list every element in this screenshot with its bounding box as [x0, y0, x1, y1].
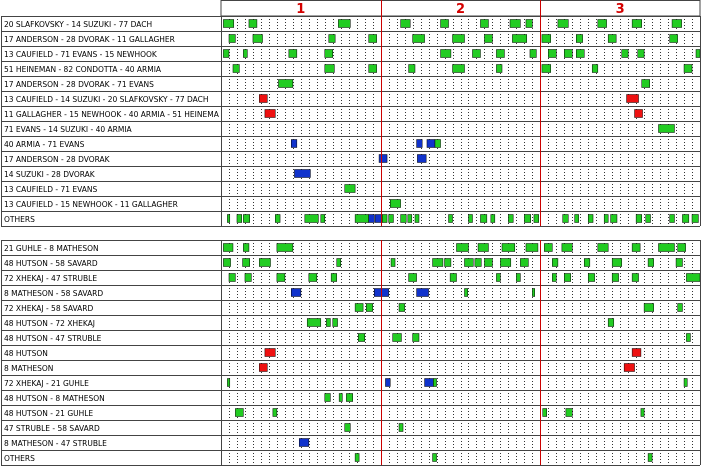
shift-bar-even — [562, 244, 572, 252]
shift-bar-even — [686, 334, 690, 342]
row-label: 14 SUZUKI - 28 DVORAK — [4, 170, 95, 179]
shift-bar-even — [543, 409, 547, 417]
shift-bar-even — [672, 20, 682, 28]
row-label: 48 HUTSON - 72 XHEKAJ — [4, 319, 95, 328]
shift-bar-even — [658, 125, 674, 133]
combo-row — [1, 107, 700, 120]
combo-row — [1, 316, 700, 329]
row-label: 48 HUTSON — [4, 349, 48, 358]
row-label: 20 SLAFKOVSKY - 14 SUZUKI - 77 DACH — [4, 20, 153, 29]
shift-bar-even — [612, 274, 618, 282]
row-label: 13 CAUFIELD - 71 EVANS - 15 NEWHOOK — [4, 50, 157, 59]
shift-bar-even — [433, 259, 443, 267]
combo-row — [1, 152, 700, 165]
combo-row — [1, 346, 700, 359]
shift-bar-even — [435, 140, 441, 148]
row-label: 47 STRUBLE - 58 SAVARD — [4, 424, 100, 433]
combo-row — [1, 137, 700, 150]
shift-bar-even — [237, 215, 242, 223]
shift-bar-even — [464, 259, 473, 267]
shift-bar-even — [670, 35, 678, 43]
combo-row — [1, 212, 700, 225]
shift-bar-even — [339, 394, 342, 402]
shift-bar-even — [249, 20, 257, 28]
shift-bar-even — [415, 215, 419, 223]
shift-bar-even — [646, 215, 651, 223]
shift-bar-even — [564, 274, 570, 282]
shift-bar-even — [648, 259, 654, 267]
shift-bar-even — [682, 215, 688, 223]
shift-bar-even — [259, 259, 270, 267]
shift-bar-even — [670, 215, 675, 223]
shift-bar-even — [496, 65, 502, 73]
shift-bar-pp — [265, 110, 275, 118]
combo-row — [1, 286, 700, 299]
shift-bar-even — [612, 259, 622, 267]
row-label: 72 XHEKAJ - 21 GUHLE — [4, 379, 89, 388]
shift-bar-even — [608, 319, 614, 327]
combo-row — [1, 361, 700, 374]
row-label: OTHERS — [4, 215, 35, 224]
shift-bar-even — [453, 65, 465, 73]
shift-bar-even — [278, 80, 292, 88]
shift-bar-even — [588, 274, 594, 282]
shift-bar-even — [484, 35, 492, 43]
panel-2 — [1, 240, 701, 466]
shift-bar-even — [542, 65, 551, 73]
shift-bar-pp — [259, 95, 267, 103]
shift-bar-even — [441, 20, 449, 28]
shift-bar-even — [401, 215, 407, 223]
row-label: 71 EVANS - 14 SUZUKI - 40 ARMIA — [4, 125, 132, 134]
shift-bar-even — [223, 20, 233, 28]
shift-bar-pk — [385, 379, 390, 387]
shift-bar-even — [346, 394, 352, 402]
shift-bar-even — [496, 50, 504, 58]
shift-bar-pk — [375, 215, 381, 223]
shift-bar-even — [632, 244, 640, 252]
combo-row — [1, 241, 700, 254]
shift-bar-even — [632, 20, 642, 28]
row-label: 8 MATHESON - 47 STRUBLE — [4, 439, 107, 448]
shift-bar-even — [307, 319, 321, 327]
shift-bar-even — [542, 35, 551, 43]
shift-bar-even — [325, 394, 331, 402]
shift-bar-even — [355, 454, 359, 462]
shift-bar-even — [345, 424, 351, 432]
row-label: 13 CAUFIELD - 15 NEWHOOK - 11 GALLAGHER — [4, 200, 178, 209]
shift-bar-even — [548, 50, 556, 58]
combo-row — [1, 92, 700, 105]
combo-row — [1, 376, 700, 389]
combo-row — [1, 331, 700, 344]
row-label: 48 HUTSON - 21 GUHLE — [4, 409, 94, 418]
row-label: 13 CAUFIELD - 71 EVANS — [4, 185, 98, 194]
shift-bar-pp — [627, 95, 639, 103]
row-label: 11 GALLAGHER - 15 NEWHOOK - 40 ARMIA - 51 HEINEMA — [4, 110, 219, 119]
shift-bar-even — [441, 50, 451, 58]
shift-bar-pk — [417, 140, 423, 148]
period-headers — [221, 1, 700, 18]
shift-bar-even — [243, 215, 249, 223]
shift-bar-pk — [291, 140, 297, 148]
shift-bar-pk — [299, 439, 309, 447]
combo-row — [1, 301, 700, 314]
shift-bar-even — [491, 215, 495, 223]
shift-bar-even — [632, 274, 638, 282]
shift-bar-even — [684, 65, 692, 73]
shift-bar-even — [608, 35, 616, 43]
row-label: 13 CAUFIELD - 14 SUZUKI - 20 SLAFKOVSKY - 77 DACH — [4, 95, 209, 104]
shift-bar-even — [399, 424, 403, 432]
combo-row — [1, 122, 700, 135]
shift-bar-even — [369, 35, 377, 43]
shift-bar-even — [325, 65, 335, 73]
combo-row — [1, 17, 700, 30]
shift-bar-even — [544, 244, 552, 252]
shift-bar-even — [684, 379, 687, 387]
shift-bar-even — [644, 304, 654, 312]
shift-bar-even — [223, 259, 230, 267]
shift-bar-even — [277, 244, 293, 252]
shift-bar-even — [401, 20, 411, 28]
shift-bar-pk — [379, 155, 387, 163]
shift-bar-pk — [427, 140, 435, 148]
combo-row — [1, 406, 700, 419]
shift-bar-even — [413, 35, 425, 43]
shift-bar-even — [445, 259, 451, 267]
shift-bar-even — [223, 244, 233, 252]
combo-row — [1, 47, 700, 60]
shift-bar-pk — [291, 289, 301, 297]
combo-row — [1, 167, 700, 180]
shift-bar-even — [575, 215, 579, 223]
shift-bar-pp — [259, 364, 267, 372]
shift-bar-even — [345, 185, 355, 193]
shift-bar-pk — [294, 170, 310, 178]
shift-bar-even — [229, 274, 235, 282]
shift-bar-even — [564, 50, 572, 58]
period-label: 3 — [615, 2, 625, 17]
row-label: 17 ANDERSON - 28 DVORAK - 11 GALLAGHER — [4, 35, 175, 44]
shift-bar-even — [275, 215, 280, 223]
shift-bar-even — [399, 304, 405, 312]
row-label: 17 ANDERSON - 28 DVORAK — [4, 155, 110, 164]
shift-bar-even — [558, 20, 568, 28]
shift-bar-even — [658, 244, 674, 252]
shift-bar-even — [468, 215, 472, 223]
shift-bar-even — [530, 50, 536, 58]
combo-row — [1, 182, 700, 195]
shift-bar-even — [413, 334, 419, 342]
shift-bar-even — [409, 274, 417, 282]
shift-bar-even — [273, 409, 277, 417]
combo-row — [1, 436, 700, 449]
row-label: 21 GUHLE - 8 MATHESON — [4, 244, 99, 253]
combo-row — [1, 391, 700, 404]
shift-bar-even — [584, 259, 590, 267]
shift-bar-pk — [417, 155, 426, 163]
grid — [230, 240, 693, 465]
shift-bar-even — [326, 319, 330, 327]
shift-bar-even — [223, 50, 229, 58]
row-label: OTHERS — [4, 454, 35, 463]
shift-bar-even — [243, 244, 249, 252]
shift-bar-even — [534, 215, 539, 223]
shift-bar-even — [450, 274, 456, 282]
shift-bar-even — [245, 274, 251, 282]
row-label: 8 MATHESON — [4, 364, 54, 373]
row-label: 51 HEINEMAN - 82 CONDOTTA - 40 ARMIA — [4, 65, 162, 74]
shift-bar-even — [235, 409, 243, 417]
combo-row — [1, 421, 700, 434]
shift-bar-even — [337, 259, 341, 267]
row-label: 8 MATHESON - 58 SAVARD — [4, 289, 104, 298]
shift-bar-even — [433, 454, 437, 462]
shift-bar-even — [227, 215, 229, 223]
shift-bar-even — [496, 274, 500, 282]
shift-bar-even — [243, 259, 250, 267]
shift-bar-even — [604, 215, 608, 223]
combo-row — [1, 256, 700, 269]
shift-bar-even — [325, 50, 333, 58]
combo-row — [1, 77, 700, 90]
shift-bar-even — [576, 35, 582, 43]
shift-bar-even — [333, 319, 338, 327]
shift-bar-even — [229, 35, 235, 43]
shift-bar-even — [678, 304, 683, 312]
shift-bar-even — [563, 215, 569, 223]
shift-bar-even — [686, 274, 700, 282]
shift-bar-even — [449, 215, 453, 223]
shift-bar-even — [227, 379, 229, 387]
shift-bar-even — [648, 454, 652, 462]
shift-bar-even — [472, 50, 480, 58]
shift-bar-even — [321, 215, 325, 223]
shift-bar-even — [464, 289, 467, 297]
shift-bar-pp — [635, 110, 643, 118]
shift-bar-even — [475, 259, 481, 267]
shift-bar-even — [366, 304, 372, 312]
shift-bar-even — [526, 20, 532, 28]
shift-bar-even — [391, 259, 395, 267]
shift-bar-even — [390, 200, 400, 208]
shift-bar-even — [552, 259, 558, 267]
shift-bar-even — [508, 215, 513, 223]
shift-bar-even — [253, 35, 263, 43]
shift-bar-even — [502, 244, 515, 252]
combo-row — [1, 62, 700, 75]
shift-bar-even — [329, 35, 335, 43]
row-label: 48 HUTSON - 58 SAVARD — [4, 259, 98, 268]
shift-bar-even — [389, 215, 394, 223]
shift-bar-even — [484, 259, 492, 267]
shift-bar-even — [532, 289, 534, 297]
row-label: 72 XHEKAJ - 58 SAVARD — [4, 304, 94, 313]
row-label: 48 HUTSON - 8 MATHESON — [4, 394, 105, 403]
row-label: 48 HUTSON - 47 STRUBLE — [4, 334, 102, 343]
combo-row — [1, 197, 700, 210]
shift-bar-even — [676, 259, 682, 267]
shift-bar-even — [526, 244, 538, 252]
shift-bar-even — [409, 65, 415, 73]
combo-row — [1, 451, 700, 464]
period-label: 1 — [296, 2, 306, 17]
shift-bar-even — [457, 244, 469, 252]
shift-bar-even — [393, 334, 402, 342]
shift-bar-even — [588, 215, 593, 223]
shift-bar-pk — [417, 289, 429, 297]
shift-bar-even — [592, 65, 598, 73]
shift-bar-even — [480, 215, 486, 223]
shift-bar-even — [520, 259, 528, 267]
shift-bar-even — [289, 50, 297, 58]
row-label: 17 ANDERSON - 28 DVORAK - 71 EVANS — [4, 80, 154, 89]
shift-bar-even — [233, 65, 239, 73]
row-label: 72 XHEKAJ - 47 STRUBLE — [4, 274, 98, 283]
combo-row — [1, 271, 700, 284]
shift-bar-even — [524, 215, 530, 223]
shift-bar-even — [500, 259, 510, 267]
shift-bar-even — [277, 274, 285, 282]
shift-bar-even — [305, 215, 319, 223]
shift-bar-even — [369, 65, 377, 73]
panel-1 — [1, 0, 701, 227]
row-label: 40 ARMIA - 71 EVANS — [4, 140, 85, 149]
shift-bar-even — [478, 244, 488, 252]
shift-bar-even — [566, 409, 572, 417]
panels — [1, 0, 701, 466]
shift-bar-even — [611, 215, 617, 223]
shift-bar-even — [642, 80, 650, 88]
shift-bar-even — [576, 50, 584, 58]
shift-bar-even — [453, 35, 465, 43]
shift-bar-even — [678, 244, 686, 252]
shift-bar-even — [309, 274, 317, 282]
shift-bar-pp — [632, 349, 641, 357]
shift-bar-even — [552, 274, 556, 282]
shift-bar-even — [408, 215, 412, 223]
shift-bar-even — [480, 20, 488, 28]
shift-bar-even — [598, 244, 608, 252]
shift-bar-pp — [265, 349, 275, 357]
shift-bar-pk — [425, 379, 434, 387]
shift-bar-even — [433, 379, 436, 387]
shift-bar-even — [382, 215, 387, 223]
shift-bar-even — [636, 215, 642, 223]
shift-bar-even — [516, 274, 520, 282]
shift-bar-even — [338, 20, 350, 28]
period-label: 2 — [455, 2, 466, 17]
shift-bar-even — [355, 304, 363, 312]
shift-bar-pp — [624, 364, 634, 372]
shift-bar-even — [598, 20, 607, 28]
shift-bar-even — [638, 50, 644, 58]
shift-bar-even — [696, 50, 700, 58]
shift-bar-even — [622, 50, 628, 58]
shift-bar-even — [355, 215, 369, 223]
shift-bar-even — [512, 35, 526, 43]
shift-bar-even — [358, 334, 364, 342]
shift-bar-even — [641, 409, 644, 417]
shift-bar-even — [510, 20, 520, 28]
shift-bar-even — [331, 274, 337, 282]
combo-row — [1, 32, 700, 45]
shift-bar-pk — [369, 215, 375, 223]
shift-bar-even — [243, 50, 247, 58]
shift-bar-even — [692, 215, 698, 223]
